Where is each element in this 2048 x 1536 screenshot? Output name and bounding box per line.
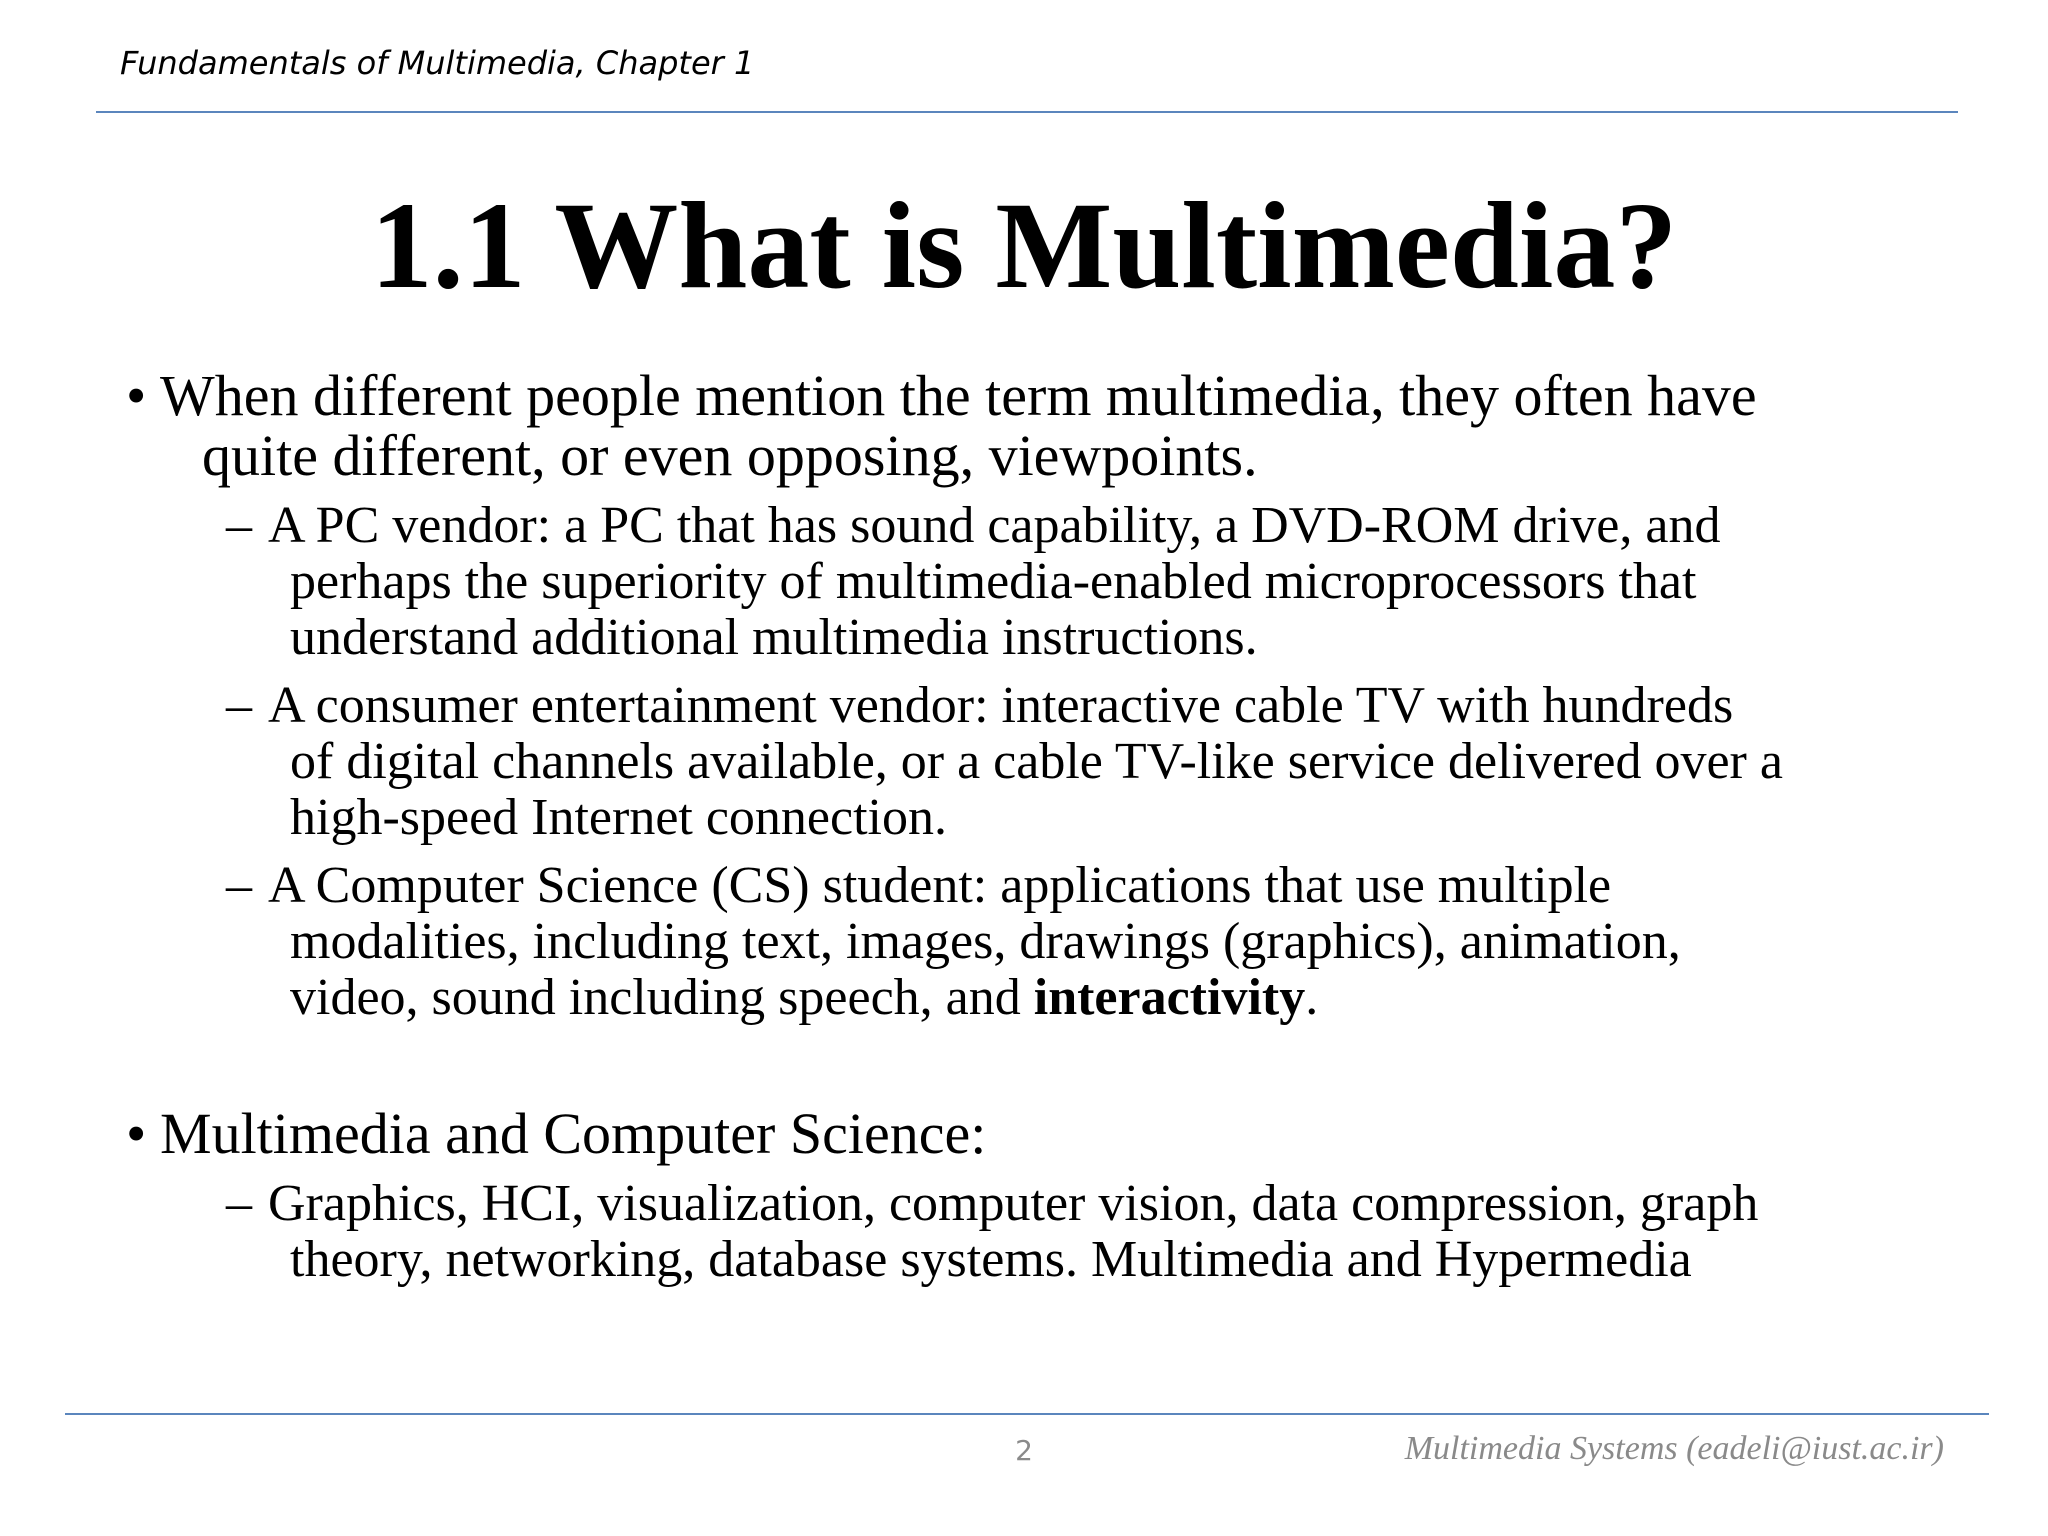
sub-bullet-text-line: Graphics, HCI, visualization, computer vision, data compression, graph	[268, 1175, 1759, 1232]
bullet-text-line: When different people mention the term multimedia, they often have	[160, 363, 1757, 428]
header-divider	[96, 111, 1958, 113]
sub-bullet-text-line	[268, 970, 1968, 1026]
sub-bullet-marker: –	[226, 857, 252, 914]
emphasis-text: interactivity	[1033, 969, 1306, 1026]
page-number: 2	[1015, 1434, 1033, 1467]
slide-header: Fundamentals of Multimedia, Chapter 1	[120, 44, 755, 82]
sub-bullet-text-line: A Computer Science (CS) student: applications that use multiple	[268, 857, 1612, 914]
sub-bullet-marker: –	[226, 497, 252, 554]
bullet-text-line: quite different, or even opposing, viewpoints.	[202, 423, 1258, 488]
footer-divider	[65, 1413, 1989, 1415]
footer-credit: Multimedia Systems (eadeli@iust.ac.ir)	[1404, 1430, 1944, 1467]
sub-bullet-text-line: understand additional multimedia instructions.	[290, 609, 1258, 666]
bullet-item	[126, 363, 1960, 488]
bullet-marker: •	[126, 1101, 147, 1166]
sub-bullet-text-line: perhaps the superiority of multimedia-enabled microprocessors that	[290, 553, 1697, 610]
slide-body	[0, 363, 2048, 1288]
sub-bullet-text-line: theory, networking, database systems. Multimedia and Hypermedia	[290, 1231, 1692, 1288]
sub-bullet-marker: –	[226, 677, 252, 734]
bullet-text-line: Multimedia and Computer Science:	[160, 1101, 987, 1166]
sub-bullet-text-line: A consumer entertainment vendor: interactive cable TV with hundreds	[268, 677, 1734, 734]
sub-bullet-item	[226, 497, 1968, 666]
sub-bullet-text-line: of digital channels available, or a cable TV-like service delivered over a	[290, 733, 1783, 790]
sub-bullet-item	[226, 857, 1968, 1026]
bullet-item	[126, 1101, 1960, 1166]
slide-title: 1.1 What is Multimedia?	[370, 177, 1678, 314]
text-segment: .	[1305, 969, 1319, 1026]
sub-bullet-text-line: high-speed Internet connection.	[290, 789, 947, 846]
text-segment: video, sound including speech, and	[290, 969, 1034, 1026]
sub-bullet-marker: –	[226, 1175, 252, 1232]
bullet-marker: •	[126, 363, 147, 428]
sub-bullet-item	[226, 677, 1968, 846]
sub-bullet-text-line: A PC vendor: a PC that has sound capability, a DVD-ROM drive, and	[268, 497, 1721, 554]
sub-bullet-item	[226, 1175, 1968, 1288]
spacer	[0, 1026, 2048, 1104]
sub-bullet-text-line: modalities, including text, images, drawings (graphics), animation,	[290, 913, 1681, 970]
